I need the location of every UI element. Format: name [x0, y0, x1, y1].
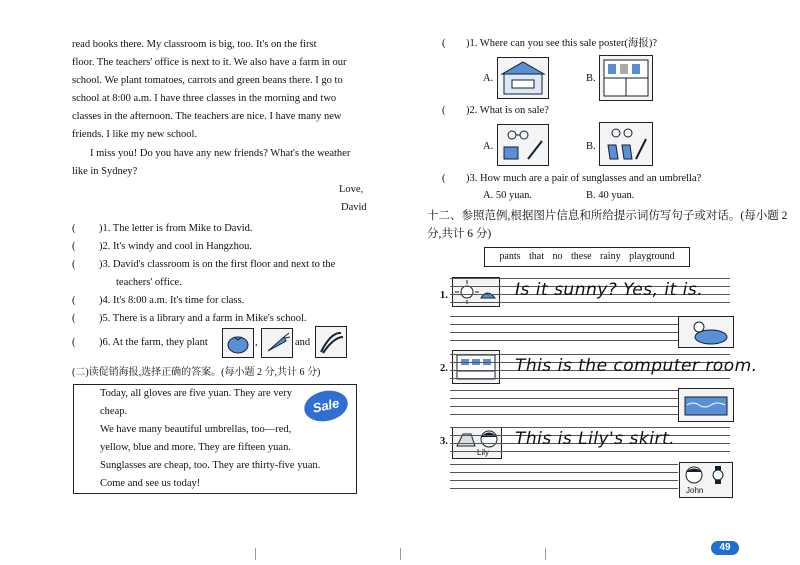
option-b-label: B. — [586, 73, 596, 84]
poster-section-title: (二)读促销海报,选择正确的答案。(每小题 2 分,共计 6 分) — [72, 367, 321, 378]
tf-item-3-cont: teachers' office. — [116, 277, 182, 288]
tomato-image — [222, 328, 254, 358]
answer-lines-2[interactable] — [450, 390, 678, 415]
tf-item-5: )5. There is a library and a farm in Mike's school. — [99, 313, 307, 324]
letter-body — [72, 36, 372, 144]
tf-item-4: )4. It's 8:00 a.m. It's time for class. — [99, 295, 245, 306]
poster-line: cheap. — [100, 406, 128, 417]
example-sentence-1: Is it sunny? Yes, it is. — [515, 280, 704, 300]
letter-line: school at 8:00 a.m. I have three classes in the morning and two — [72, 93, 337, 104]
section12-title: 十二、参照范例,根据图片信息和所给提示词仿写句子或对话。(每小题 2 — [427, 210, 788, 222]
example-sentence-3: This is Lily's skirt. — [515, 429, 676, 449]
tf-and: and — [295, 337, 311, 348]
comma: , — [255, 337, 258, 348]
name-lily: Lily — [477, 448, 490, 457]
letter-closing: Love, — [339, 184, 364, 195]
tf-paren[interactable]: ( — [72, 223, 76, 234]
poster-line: yellow, blue and more. They are fifteen yuan. — [100, 442, 291, 453]
fold-mark — [255, 548, 256, 560]
option-a-label: A. — [483, 141, 494, 152]
tf-paren[interactable]: ( — [72, 259, 76, 270]
mc-paren[interactable]: ( — [442, 105, 446, 116]
swimming-pool-image — [678, 388, 734, 422]
cabinet-image — [599, 55, 653, 101]
item-number: 2. — [440, 363, 448, 374]
poster-line: We have many beautiful umbrellas, too—red, — [100, 424, 292, 435]
letter-line: floor. The teachers' office is next to it. We also have a farm in our — [72, 57, 347, 68]
letter-p2-line: like in Sydney? — [72, 166, 138, 177]
item-number: 3. — [440, 436, 448, 447]
letter-line: friends. I like my new school. — [72, 129, 198, 140]
tf-paren[interactable]: ( — [72, 337, 76, 348]
letter-signature: David — [341, 202, 367, 213]
letter-p2-line: I miss you! Do you have any new friends? What's the weather — [90, 148, 351, 159]
gloves-umbrella-image — [599, 122, 653, 166]
mc-paren[interactable]: ( — [442, 38, 446, 49]
rain-cloud-image — [678, 316, 734, 348]
tf-item-6: )6. At the farm, they plant — [99, 337, 208, 348]
example-sentence-2: This is the computer room. — [515, 356, 758, 376]
sale-label: Sale — [311, 395, 341, 416]
name-john: John — [686, 486, 704, 495]
tf-paren[interactable]: ( — [72, 295, 76, 306]
sale-poster — [73, 384, 357, 494]
mc-q3: )3. How much are a pair of sunglasses and an umbrella? — [466, 173, 702, 184]
answer-lines-3[interactable] — [450, 464, 678, 489]
sale-badge — [301, 387, 350, 425]
shop-image — [497, 57, 549, 99]
option-b-label: B. — [586, 141, 596, 152]
letter-line: read books there. My classroom is big, too. It's on the first — [72, 39, 317, 50]
tf-paren[interactable]: ( — [72, 241, 76, 252]
poster-line: Sunglasses are cheap, too. They are thirty-five yuan. — [100, 460, 321, 471]
green-beans-image — [315, 326, 347, 358]
fold-mark — [545, 548, 546, 560]
q3-option-a: A. 50 yuan. — [483, 190, 532, 201]
mc-q1: )1. Where can you see this sale poster(海报)? — [466, 38, 658, 49]
answer-lines-1[interactable] — [450, 316, 678, 341]
q3-option-b: B. 40 yuan. — [586, 190, 635, 201]
poster-line: Today, all gloves are five yuan. They are very — [100, 388, 292, 399]
option-a-label: A. — [483, 73, 494, 84]
sunglasses-umbrella-image — [497, 124, 549, 166]
item-number: 1. — [440, 290, 448, 301]
fold-mark — [400, 548, 401, 560]
section12-title-cont: 分,共计 6 分) — [427, 228, 492, 240]
tf-item-3: )3. David's classroom is on the first floor and next to the — [99, 259, 336, 270]
mc-q2: )2. What is on sale? — [466, 105, 549, 116]
letter-line: school. We plant tomatoes, carrots and green beans there. I go to — [72, 75, 343, 86]
carrot-image — [261, 328, 293, 358]
mc-paren[interactable]: ( — [442, 173, 446, 184]
poster-line: Come and see us today! — [100, 478, 201, 489]
john-watch-image — [679, 462, 733, 498]
tf-paren[interactable]: ( — [72, 313, 76, 324]
page-number: 49 — [711, 541, 739, 555]
word-bank: pants that no these rainy playground — [484, 247, 690, 267]
tf-item-1: )1. The letter is from Mike to David. — [99, 223, 253, 234]
tf-item-2: )2. It's windy and cool in Hangzhou. — [99, 241, 252, 252]
letter-line: classes in the afternoon. The teachers are nice. I have many new — [72, 111, 342, 122]
